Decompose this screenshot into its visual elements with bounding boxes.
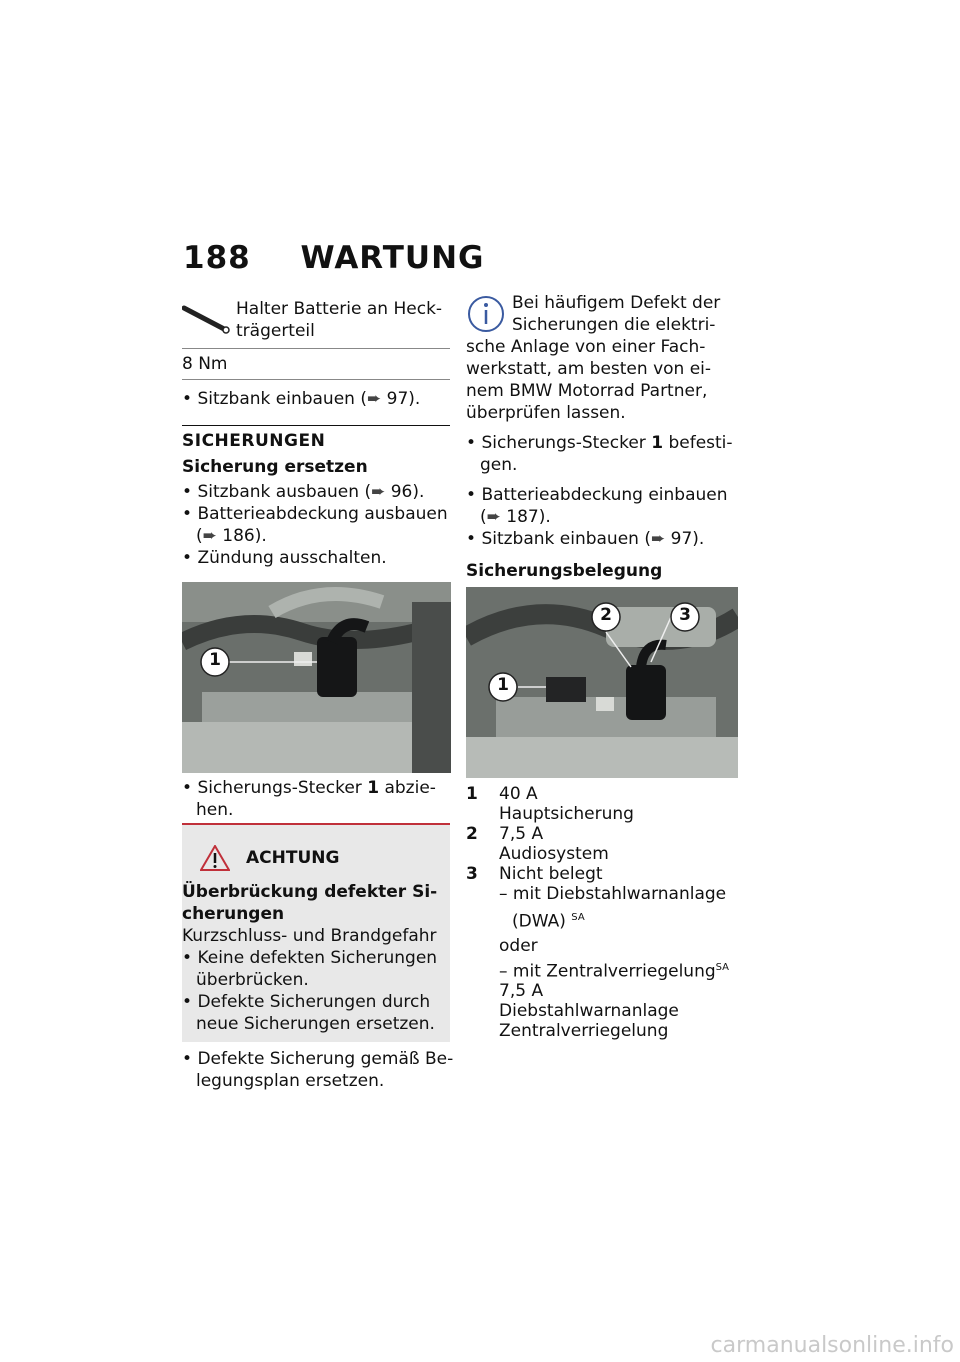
page-ref-link[interactable]: 97). (386, 389, 421, 409)
list-item: • Sitzbank einbauen (➨ 97). (182, 389, 421, 409)
wrench-icon (182, 298, 232, 338)
fuse-photo-2 (466, 587, 738, 778)
footer-watermark: carmanualsonline.info (710, 1333, 954, 1358)
warning-header (182, 825, 450, 871)
list-item: • Zündung ausschalten. (182, 548, 387, 568)
list-item: • Defekte Sicherung gemäß Be- legungsplan ersetzen. (182, 1049, 454, 1091)
right-steps (466, 432, 741, 550)
arrow-ref-icon: ➨ (371, 482, 386, 502)
warning-subtitle-line2: cherungen (182, 904, 285, 924)
callout-label: 1 (209, 650, 221, 670)
left-column-top (182, 388, 452, 410)
list-item: • Sicherungs-Stecker 1 befesti- gen. (466, 433, 733, 475)
page-number: 188 (183, 240, 251, 276)
arrow-ref-icon: ➨ (486, 507, 501, 527)
legend-item: 3 Nicht belegt – mit Diebstahlwarnanlage (DWA) $^{SA}$ oder – mit Zentralverriegelung$^{SA}$ 7,5 A Diebstahlwarnanlage Zentralverriegelung (466, 864, 730, 1042)
fuse-legend (466, 784, 741, 1041)
info-line: Bei häufigem Defekt der (512, 293, 721, 313)
page-ref-link[interactable]: 96). (390, 482, 425, 502)
list-item: • Batterieabdeckung ausbauen (➨ 186). (182, 504, 448, 546)
page-ref-link[interactable]: 97). (670, 529, 705, 549)
info-line: nem BMW Motorrad Partner, (466, 381, 708, 401)
fuse-photo-1 (182, 582, 451, 773)
arrow-ref-icon: ➨ (202, 526, 217, 546)
page-ref-link[interactable]: 186). (222, 526, 267, 546)
legend-item: 2 7,5 A Audiosystem (466, 824, 609, 864)
sa-badge: SA (715, 961, 730, 973)
page-title: WARTUNG (300, 240, 485, 276)
subsection-title: Sicherung ersetzen (182, 457, 368, 477)
list-item: • Sitzbank ausbauen (➨ 96). (182, 482, 425, 502)
warning-box (182, 823, 450, 1042)
warning-text: Kurzschluss- und Brandgefahr (182, 926, 437, 946)
info-note (466, 292, 741, 424)
callout-label: 2 (600, 605, 612, 625)
torque-value: 8 Nm (182, 349, 450, 380)
subsection-title: Sicherungsbelegung (466, 561, 663, 581)
left-step-replace (182, 1048, 454, 1092)
torque-table (182, 296, 450, 380)
info-line: sche Anlage von einer Fach- (466, 337, 706, 357)
list-item: • Sicherungs-Stecker 1 abzie- hen. (182, 778, 436, 820)
info-line: werkstatt, am besten von ei- (466, 359, 712, 379)
warning-title: ACHTUNG (246, 848, 340, 868)
list-item: • Defekte Sicherungen durch neue Sicherungen ersetzen. (182, 992, 435, 1034)
list-item: • Keine defekten Sicherungen überbrücken. (182, 948, 438, 990)
page-heading (183, 240, 485, 276)
info-line: überprüfen lassen. (466, 403, 626, 423)
torque-label-line1: Halter Batterie an Heck- (236, 299, 443, 319)
info-line: Sicherungen die elektri- (512, 315, 716, 335)
warning-subtitle-line1: Überbrückung defekter Si- (182, 882, 438, 902)
engine-bay-illustration (182, 582, 451, 773)
list-item: • Sitzbank einbauen (➨ 97). (466, 529, 705, 549)
left-step-unplug (182, 777, 454, 821)
sa-badge: SA (571, 912, 585, 923)
list-item: • Batterieabdeckung einbauen (➨ 187). (466, 485, 728, 527)
callout-label: 3 (679, 605, 691, 625)
arrow-ref-icon: ➨ (366, 389, 382, 409)
torque-label-row (182, 296, 450, 349)
left-steps (182, 481, 454, 569)
callout-label: 1 (497, 675, 509, 695)
section-divider (182, 425, 450, 426)
torque-label-line2: trägerteil (236, 321, 315, 341)
section-title: SICHERUNGEN (182, 431, 326, 451)
warning-triangle-icon (200, 845, 230, 871)
arrow-ref-icon: ➨ (650, 529, 666, 549)
page-ref-link[interactable]: 187). (506, 507, 551, 527)
legend-item: 1 40 A Hauptsicherung (466, 784, 634, 824)
